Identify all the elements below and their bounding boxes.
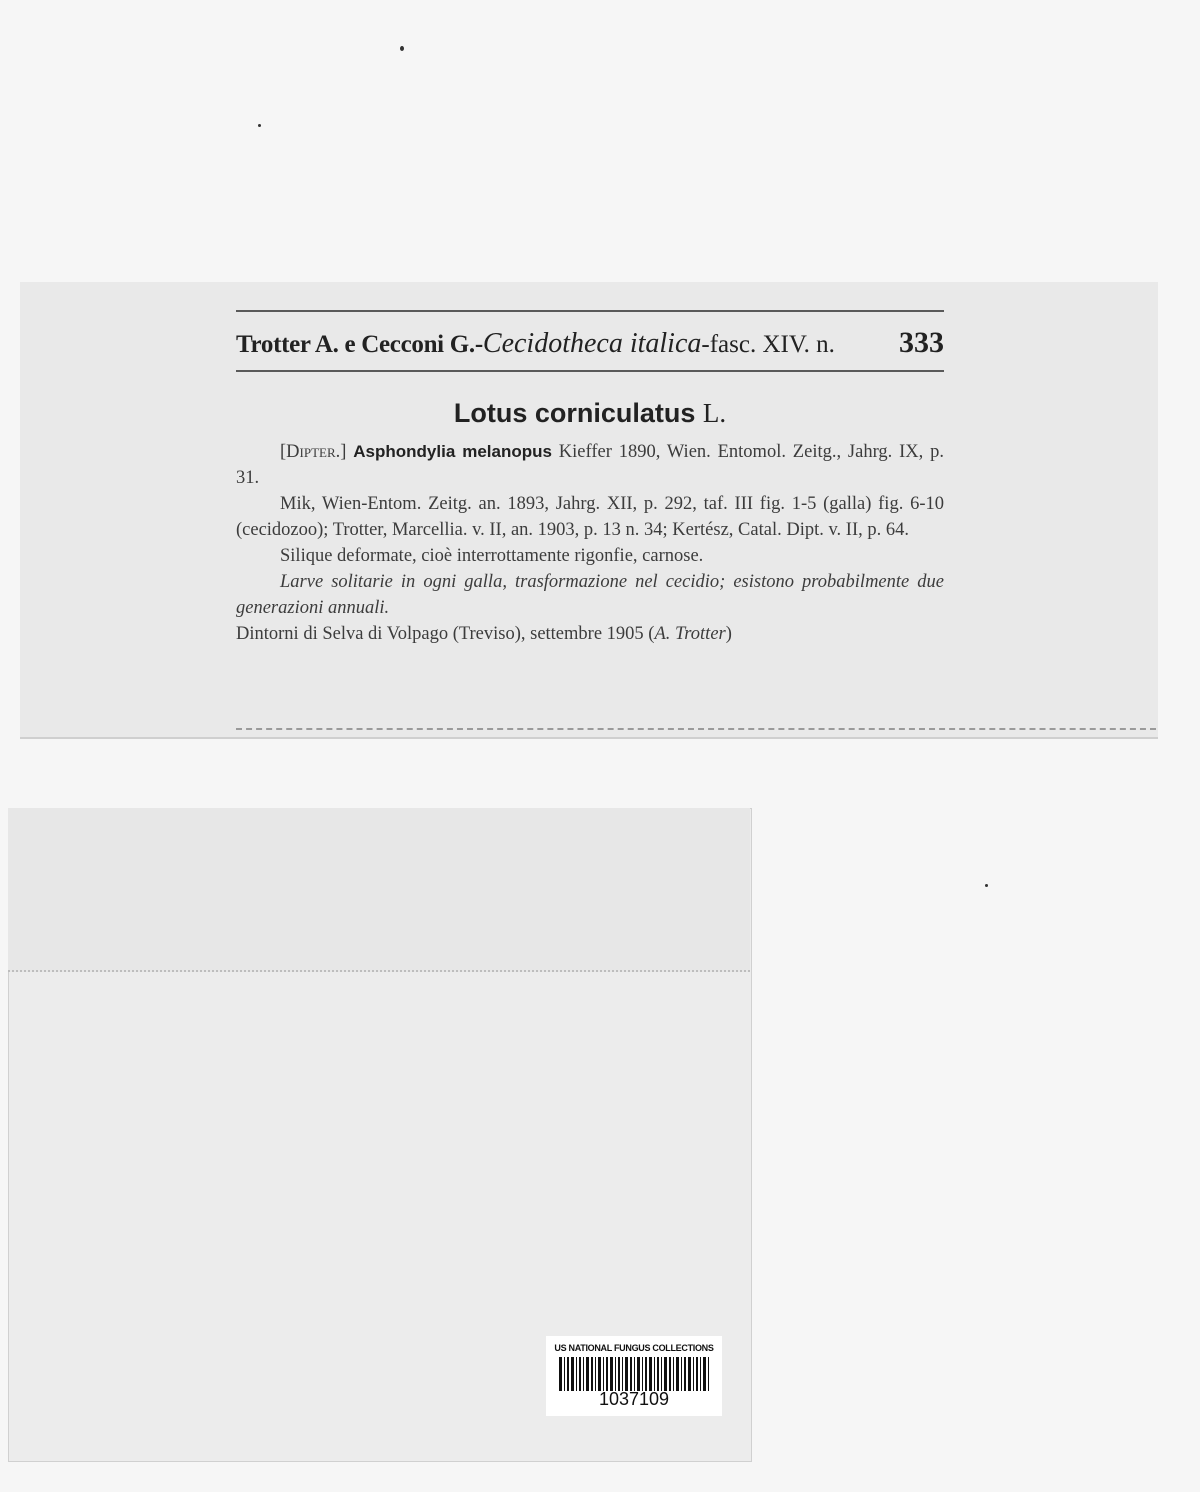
speck <box>400 46 404 51</box>
label-content <box>236 310 944 647</box>
taxon-name <box>236 398 944 429</box>
barcode-number: 1037109 <box>598 1389 670 1409</box>
locality-text: Dintorni di Selva di Volpago (Treviso), settembre 1905 ( <box>236 624 655 644</box>
locality-close: ) <box>725 624 732 644</box>
header-fascicle: -fasc. XIV. n. <box>701 331 835 358</box>
bottom-rule <box>236 370 944 372</box>
header-work: Cecidotheca italica <box>482 328 702 359</box>
label-header <box>236 312 944 370</box>
order-label: [Dipter.] <box>280 442 347 462</box>
header-number: 333 <box>899 326 944 359</box>
paragraph-description: Silique deformate, cioè interrottamente rigonfie, carnose. <box>280 546 704 566</box>
barcode-icon <box>559 1357 709 1391</box>
paragraph-literature: Mik, Wien-Entom. Zeitg. an. 1893, Jahrg. XII, p. 292, taf. III fig. 1-5 (galla) fig. 6-10 (cecidozoo); Trotter, Marcellia. v. II, an. 1903, p. 13 n. 34; Kertész, Catal. Dipt. v. II, p. 64. <box>236 494 944 540</box>
taxon-binomial: Lotus corniculatus <box>453 398 696 428</box>
barcode-label <box>546 1336 722 1416</box>
speck <box>985 884 988 887</box>
species-name: Asphondylia melanopus <box>353 442 552 461</box>
paragraph-locality <box>236 621 944 647</box>
paragraph-reference <box>236 439 944 491</box>
collector-name: A. Trotter <box>654 624 726 644</box>
barcode-institution: US NATIONAL FUNGUS COLLECTIONS <box>554 1343 714 1353</box>
speck <box>258 124 261 127</box>
header-authors: Trotter A. e Cecconi G.- <box>236 331 483 358</box>
taxon-author: L. <box>702 398 727 428</box>
label-body <box>236 439 944 647</box>
reference-text: Kieffer 1890, Wien. Entomol. Zeitg., Jahrg. IX, p. 31. <box>236 442 944 488</box>
paragraph-biology: Larve solitarie in ogni galla, trasformazione nel cecidio; esistono probabilmente due generazioni annuali. <box>236 572 944 618</box>
packet-flap <box>8 808 750 972</box>
label-edge <box>236 728 1156 730</box>
